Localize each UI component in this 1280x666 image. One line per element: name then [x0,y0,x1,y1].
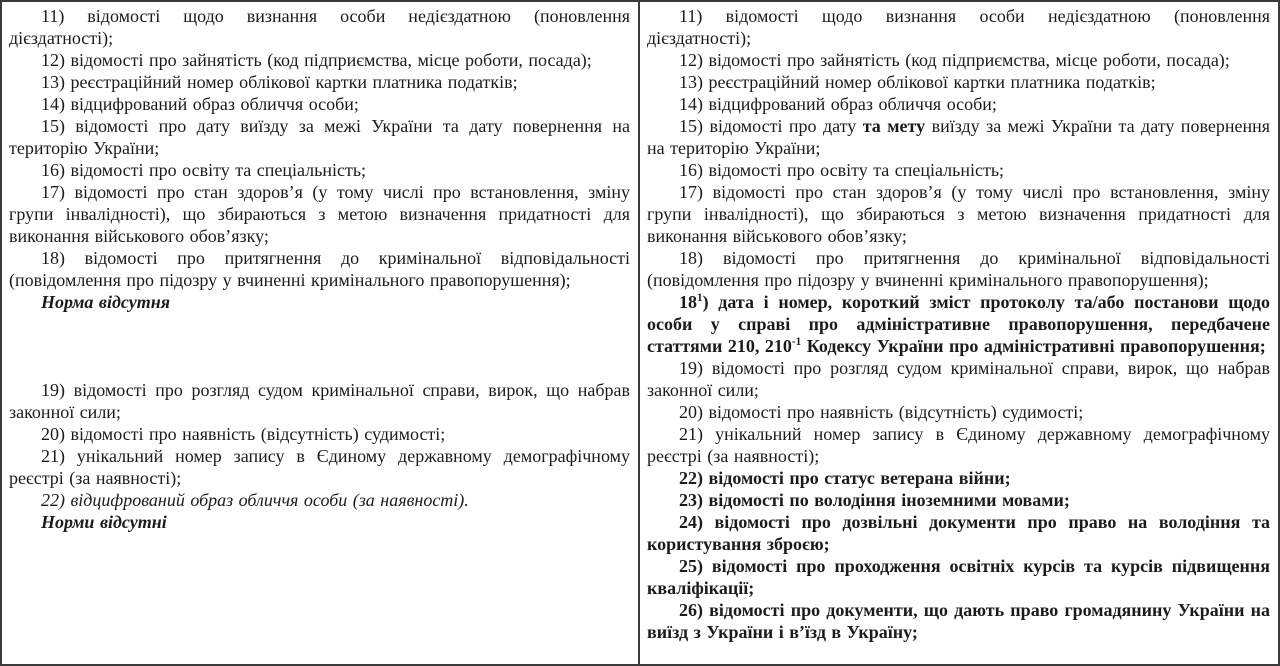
text-run: ) дата і номер, короткий зміст протоколу та/або постанови щодо особи у справі про адміністративне правопорушення, передбачене статтями 210, 210 [647,292,1270,356]
list-item [647,357,1270,401]
left-column-current-text [2,2,640,664]
list-item [9,379,630,423]
list-item [9,181,630,247]
list-item [9,115,630,159]
list-item [647,291,1270,357]
list-item [647,71,1270,93]
list-item [9,93,630,115]
text-run: 14) відцифрований образ обличчя особи; [41,94,359,114]
list-item [9,159,630,181]
text-run: 18 [679,292,697,312]
text-run: 20) відомості про наявність (відсутність) судимості; [41,424,446,444]
text-run: 20) відомості про наявність (відсутність) судимості; [679,402,1084,422]
text-run: 13) реєстраційний номер облікової картки платника податків; [41,72,518,92]
text-run: 26) відомості про документи, що дають право громадянину України на виїзд з України і в’їзд в Україну; [647,600,1270,642]
text-run: 22) відомості про статус ветерана війни; [679,468,1011,488]
list-item [9,423,630,445]
list-item [9,489,630,511]
text-run: 13) реєстраційний номер облікової картки платника податків; [679,72,1156,92]
list-item [647,599,1270,643]
right-column-amended-text [640,2,1278,664]
text-run: 14) відцифрований образ обличчя особи; [679,94,997,114]
list-item [647,5,1270,49]
text-run: 1 [697,292,703,304]
text-run: виїзду за межі України та дату повернення на територію України; [647,116,1270,158]
text-run: 11) відомості щодо визнання особи недієздатною (поновлення дієздатності); [647,6,1270,48]
empty-space [9,313,630,379]
text-run: 21) унікальний номер запису в Єдиному державному демографічному реєстрі (за наявності); [647,424,1270,466]
list-item [647,93,1270,115]
list-item [9,71,630,93]
text-run: 21) унікальний номер запису в Єдиному державному демографічному реєстрі (за наявності); [9,446,630,488]
text-run: Норми відсутні [41,512,167,532]
list-item [647,511,1270,555]
list-item [647,423,1270,467]
text-run: 17) відомості про стан здоров’я (у тому числі про встановлення, зміну групи інвалідності), що збираються з метою визначення придатності для виконання військового обов’язку; [647,182,1270,246]
list-item [647,159,1270,181]
list-item [9,445,630,489]
text-run: 15) відомості про дату виїзду за межі України та дату повернення на територію України; [9,116,630,158]
text-run: 24) відомості про дозвільні документи про право на володіння та користування зброєю; [647,512,1270,554]
text-run: 18) відомості про притягнення до кримінальної відповідальності (повідомлення про підозру у вчиненні кримінального правопорушення); [647,248,1270,290]
list-item [9,291,630,313]
list-item [647,49,1270,71]
text-run: 11) відомості щодо визнання особи недієздатною (поновлення дієздатності); [9,6,630,48]
text-run: та мету [862,116,926,136]
text-run: 16) відомості про освіту та спеціальність; [41,160,367,180]
text-run: 25) відомості про проходження освітніх курсів та курсів підвищення кваліфікації; [647,556,1270,598]
text-run: Норма відсутня [41,292,171,312]
list-item [647,467,1270,489]
text-run: 12) відомості про зайнятість (код підприємства, місце роботи, посада); [41,50,592,70]
list-item [647,115,1270,159]
text-run: 19) відомості про розгляд судом кримінальної справи, вирок, що набрав законної сили; [647,358,1270,400]
text-run: -1 [791,336,802,348]
list-item [647,555,1270,599]
list-item [9,49,630,71]
list-item [647,489,1270,511]
text-run: 12) відомості про зайнятість (код підприємства, місце роботи, посада); [679,50,1230,70]
list-item [9,5,630,49]
text-run: Кодексу України про адміністративні правопорушення; [801,336,1266,356]
text-run: 15) відомості про дату [679,116,863,136]
text-run: 19) відомості про розгляд судом кримінальної справи, вирок, що набрав законної сили; [9,380,630,422]
list-item [9,247,630,291]
list-item [647,181,1270,247]
text-run: 18) відомості про притягнення до кримінальної відповідальності (повідомлення про підозру у вчиненні кримінального правопорушення); [9,248,630,290]
text-run: 22) відцифрований образ обличчя особи (за наявності). [41,490,469,510]
text-run: 16) відомості про освіту та спеціальність; [679,160,1005,180]
text-run: 23) відомості по володіння іноземними мовами; [679,490,1070,510]
list-item [647,247,1270,291]
text-run: 17) відомості про стан здоров’я (у тому числі про встановлення, зміну групи інвалідності), що збираються з метою визначення придатності для виконання військового обов’язку; [9,182,630,246]
list-item [9,511,630,533]
list-item [647,401,1270,423]
